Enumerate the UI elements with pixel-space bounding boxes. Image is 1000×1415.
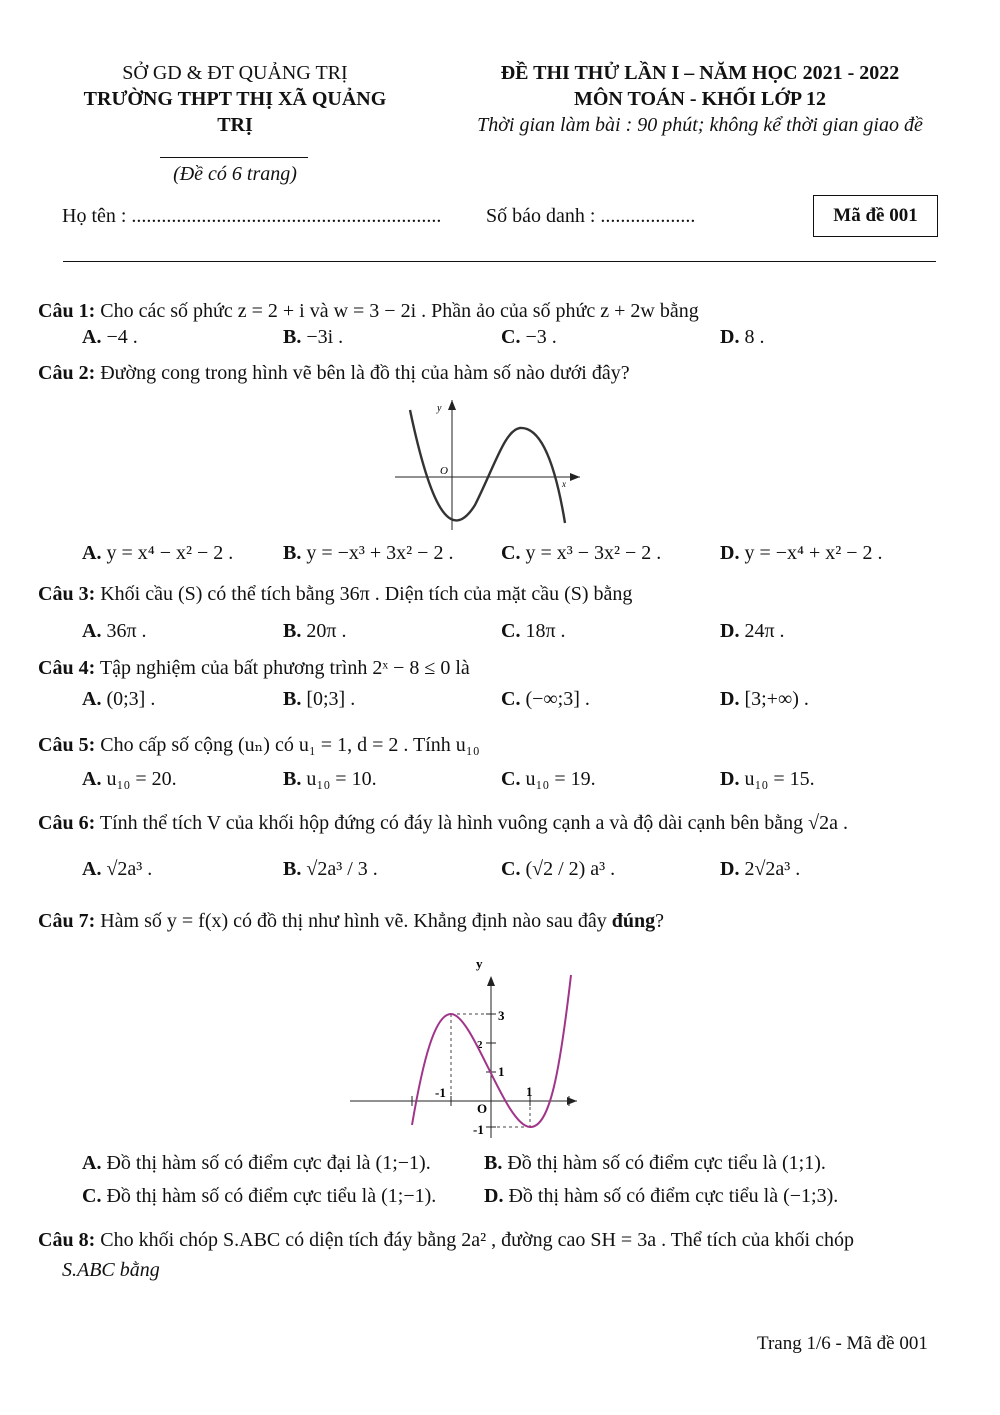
x-axis-label: x	[562, 479, 566, 489]
option-text: (0;3] .	[101, 688, 156, 710]
option-text: (√2 / 2) a³ .	[520, 858, 616, 880]
option-label: B.	[484, 1152, 503, 1174]
question-1	[38, 300, 699, 323]
option-label: B.	[283, 326, 302, 348]
option-label: A.	[82, 620, 102, 642]
y-axis-arrow	[448, 400, 456, 410]
tick-label-neg1-y: -1	[473, 1122, 484, 1137]
student-id-field: Số báo danh : ...................	[486, 205, 696, 227]
option-label: D.	[720, 858, 740, 880]
option-text: −4 .	[101, 326, 138, 348]
question-8-text: Cho khối chóp S.ABC có diện tích đáy bằng 2a² , đường cao SH = 3a . Thể tích của khối chóp	[95, 1229, 854, 1251]
option-text: Đồ thị hàm số có điểm cực tiểu là (1;−1).	[101, 1185, 437, 1207]
q4-option-b	[283, 688, 355, 711]
x-axis-arrow	[570, 473, 580, 481]
option-text: √2a³ .	[101, 858, 153, 880]
pages-note: (Đề có 6 trang)	[173, 163, 297, 185]
header-divider-long	[63, 261, 936, 262]
y-axis-label: y	[476, 956, 483, 971]
school-name-line2: TRỊ	[217, 114, 253, 136]
tick-label-1: 1	[498, 1064, 505, 1079]
option-label: D.	[720, 326, 740, 348]
q6-option-a	[82, 858, 152, 881]
q5-option-a	[82, 768, 177, 791]
option-label: B.	[283, 688, 302, 710]
option-text: u₁₀ = 15.	[739, 768, 815, 790]
q3-option-a	[82, 620, 147, 643]
option-label: C.	[501, 326, 521, 348]
q7-option-c	[82, 1185, 436, 1208]
student-name-field: Họ tên : ..............................................................	[62, 205, 442, 227]
option-label: D.	[720, 542, 740, 564]
y-axis-label: y	[437, 403, 442, 414]
school-name-line1: TRƯỜNG THPT THỊ XÃ QUẢNG	[83, 88, 387, 110]
question-5-label: Câu 5:	[38, 734, 96, 756]
exam-code-box	[813, 195, 938, 237]
option-text: 36π .	[101, 620, 147, 642]
option-text: Đồ thị hàm số có điểm cực tiểu là (1;1).	[502, 1152, 826, 1174]
option-text: Đồ thị hàm số có điểm cực tiểu là (−1;3).	[503, 1185, 839, 1207]
question-1-text: Cho các số phức z = 2 + i và w = 3 − 2i . Phần ảo của số phức z + 2w bằng	[95, 300, 699, 322]
q5-option-b	[283, 768, 377, 791]
origin-label: O	[477, 1101, 488, 1116]
question-7-text-end: ?	[655, 910, 664, 932]
question-4-label: Câu 4:	[38, 657, 96, 679]
q1-option-b	[283, 326, 343, 349]
q7-option-a	[82, 1152, 431, 1175]
option-text: u₁₀ = 10.	[301, 768, 377, 790]
q7-option-d	[484, 1185, 838, 1208]
q3-option-d	[720, 620, 785, 643]
option-label: D.	[720, 768, 740, 790]
option-label: C.	[82, 1185, 102, 1207]
option-text: y = −x³ + 3x² − 2 .	[301, 542, 454, 564]
question-7-label: Câu 7:	[38, 910, 96, 932]
question-7-emphasis: đúng	[611, 910, 656, 932]
option-text: Đồ thị hàm số có điểm cực đại là (1;−1).	[101, 1152, 431, 1174]
option-label: D.	[484, 1185, 504, 1207]
question-3-text: Khối cầu (S) có thể tích bằng 36π . Diện tích của mặt cầu (S) bằng	[95, 583, 633, 605]
option-text: [3;+∞) .	[739, 688, 809, 710]
question-6-label: Câu 6:	[38, 812, 96, 834]
q4-option-d	[720, 688, 809, 711]
question-5-text: Cho cấp số cộng (uₙ) có u₁ = 1, d = 2 . Tính u₁₀	[95, 734, 480, 756]
q2-option-b	[283, 542, 453, 565]
option-label: C.	[501, 768, 521, 790]
option-label: C.	[501, 620, 521, 642]
option-label: A.	[82, 858, 102, 880]
q6-option-b	[283, 858, 378, 881]
option-label: B.	[283, 620, 302, 642]
question-2-text: Đường cong trong hình vẽ bên là đồ thị của hàm số nào dưới đây?	[95, 362, 630, 384]
option-text: −3 .	[520, 326, 557, 348]
option-text: y = x⁴ − x² − 2 .	[101, 542, 234, 564]
question-2-label: Câu 2:	[38, 362, 96, 384]
q4-option-a	[82, 688, 155, 711]
option-text: 18π .	[520, 620, 566, 642]
option-text: 20π .	[301, 620, 347, 642]
q1-option-d	[720, 326, 764, 349]
q1-option-c	[501, 326, 557, 349]
option-label: C.	[501, 688, 521, 710]
q6-option-c	[501, 858, 615, 881]
question-6-text: Tính thể tích V của khối hộp đứng có đáy là hình vuông cạnh a và độ dài cạnh bên bằng √2a .	[95, 812, 848, 834]
q3-option-b	[283, 620, 346, 643]
q4-option-c	[501, 688, 590, 711]
option-label: C.	[501, 858, 521, 880]
tick-label-2: 2	[477, 1039, 483, 1051]
function-curve	[410, 410, 565, 523]
option-text: y = −x⁴ + x² − 2 .	[739, 542, 883, 564]
question-4-text: Tập nghiệm của bất phương trình 2ˣ − 8 ≤ 0 là	[95, 657, 470, 679]
question-4	[38, 657, 470, 680]
q6-option-d	[720, 858, 800, 881]
tick-label-3: 3	[498, 1008, 505, 1023]
option-label: A.	[82, 326, 102, 348]
option-text: (−∞;3] .	[520, 688, 590, 710]
option-text: [0;3] .	[301, 688, 356, 710]
option-text: 24π .	[739, 620, 785, 642]
dept-name: SỞ GD & ĐT QUẢNG TRỊ	[122, 62, 348, 84]
page-footer: Trang 1/6 - Mã đề 001	[757, 1333, 928, 1354]
option-text: −3i .	[301, 326, 344, 348]
option-label: A.	[82, 768, 102, 790]
q5-option-c	[501, 768, 596, 791]
header-divider-short	[160, 157, 308, 158]
exam-title: ĐỀ THI THỬ LẦN I – NĂM HỌC 2021 - 2022	[500, 62, 900, 84]
question-2	[38, 362, 630, 385]
question-8-label: Câu 8:	[38, 1229, 96, 1251]
question-7-text: Hàm số y = f(x) có đồ thị như hình vẽ. Khẳng định nào sau đây	[95, 910, 612, 932]
exam-time-note: Thời gian làm bài : 90 phút; không kể thời gian giao đề	[477, 114, 923, 136]
origin-label: O	[440, 465, 448, 477]
option-label: B.	[283, 542, 302, 564]
option-label: D.	[720, 620, 740, 642]
q5-option-d	[720, 768, 815, 791]
option-label: B.	[283, 858, 302, 880]
question-7-graph	[345, 950, 585, 1140]
exam-subject: MÔN TOÁN - KHỐI LỚP 12	[573, 88, 827, 110]
option-label: A.	[82, 1152, 102, 1174]
question-3	[38, 583, 632, 606]
option-label: C.	[501, 542, 521, 564]
question-2-graph	[395, 395, 585, 530]
option-label: A.	[82, 688, 102, 710]
question-1-label: Câu 1:	[38, 300, 96, 322]
q7-option-b	[484, 1152, 826, 1175]
question-7	[38, 910, 664, 933]
question-8	[38, 1229, 854, 1252]
y-axis-arrow	[487, 976, 495, 986]
question-3-label: Câu 3:	[38, 583, 96, 605]
question-8-text-line2: S.ABC bằng	[62, 1259, 160, 1281]
q1-option-a	[82, 326, 138, 349]
question-6	[38, 812, 848, 835]
option-text: √2a³ / 3 .	[301, 858, 378, 880]
tick-label-neg1-x: -1	[435, 1085, 446, 1100]
option-text: 8 .	[739, 326, 765, 348]
q2-option-c	[501, 542, 661, 565]
q2-option-a	[82, 542, 233, 565]
option-text: 2√2a³ .	[739, 858, 801, 880]
option-label: B.	[283, 768, 302, 790]
option-text: y = x³ − 3x² − 2 .	[520, 542, 662, 564]
option-label: A.	[82, 542, 102, 564]
option-text: u₁₀ = 20.	[101, 768, 177, 790]
question-5	[38, 732, 480, 757]
q3-option-c	[501, 620, 566, 643]
option-label: D.	[720, 688, 740, 710]
tick-label-1-x: 1	[526, 1084, 533, 1099]
q2-option-d	[720, 542, 883, 565]
option-text: u₁₀ = 19.	[520, 768, 596, 790]
exam-code: Mã đề 001	[833, 205, 918, 226]
